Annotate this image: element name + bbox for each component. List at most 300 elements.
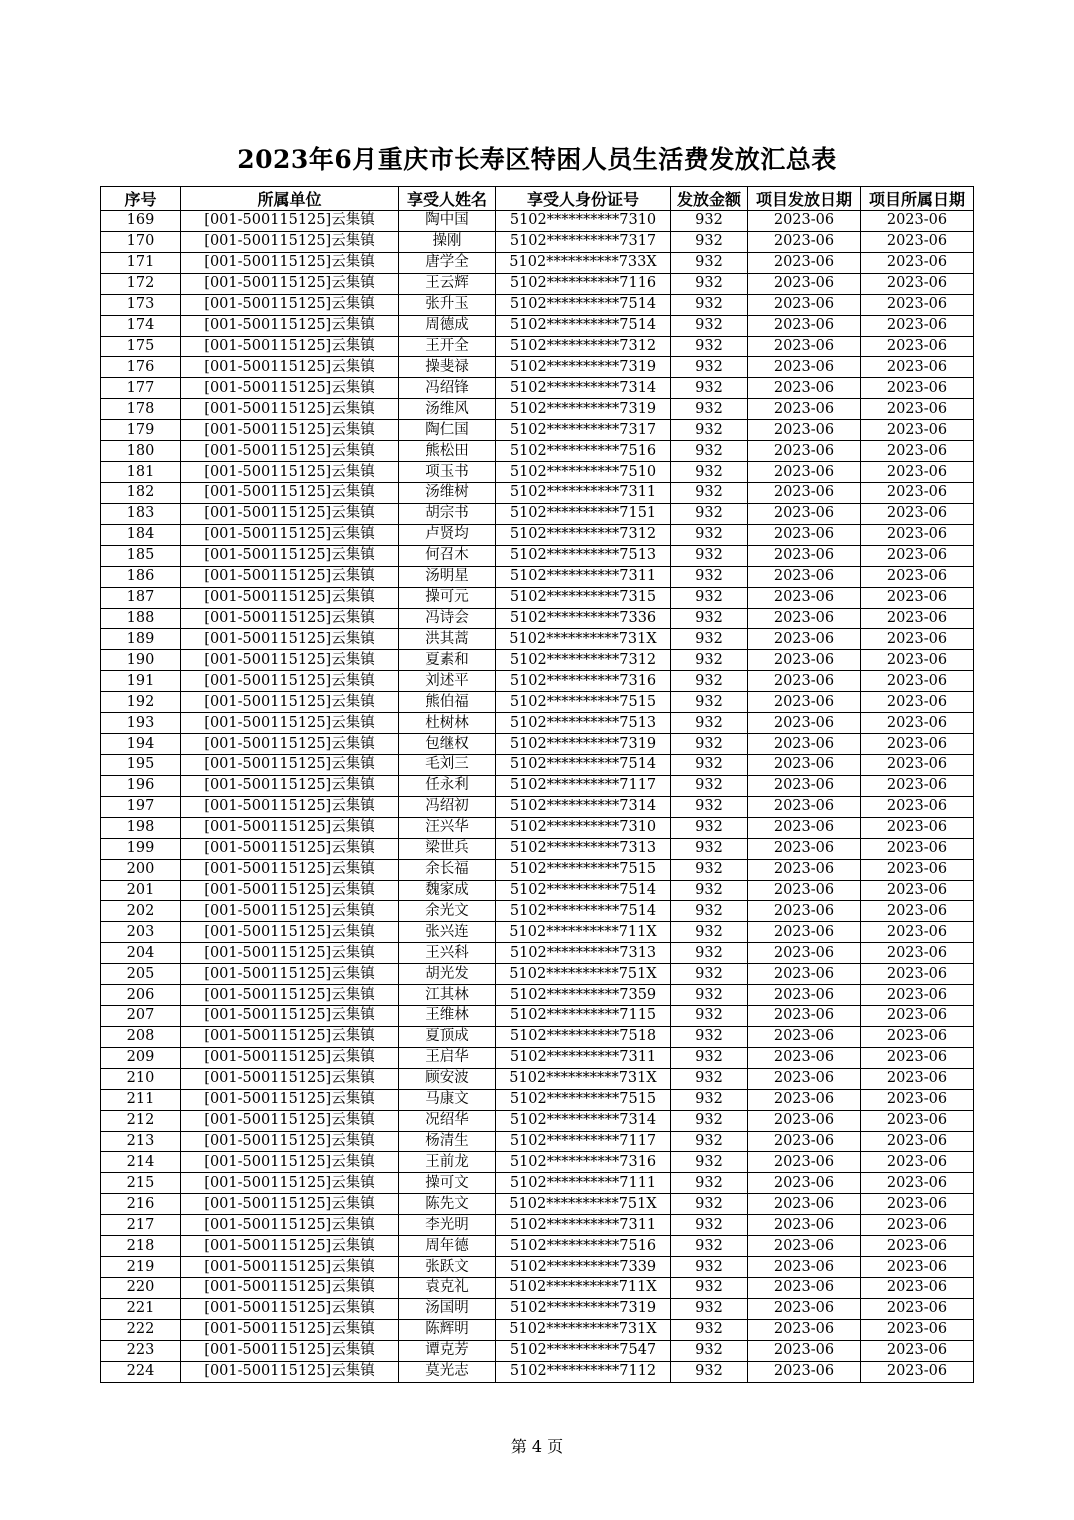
cell-serial: 198 bbox=[101, 817, 181, 838]
cell-id-number: 5102**********7313 bbox=[496, 943, 671, 964]
cell-unit: [001-500115125]云集镇 bbox=[181, 503, 399, 524]
cell-issue-date: 2023-06 bbox=[748, 315, 861, 336]
table-row bbox=[101, 503, 974, 524]
cell-name: 胡光发 bbox=[399, 964, 496, 985]
cell-unit: [001-500115125]云集镇 bbox=[181, 901, 399, 922]
cell-unit: [001-500115125]云集镇 bbox=[181, 608, 399, 629]
cell-id-number: 5102**********7310 bbox=[496, 211, 671, 232]
cell-id-number: 5102**********7515 bbox=[496, 692, 671, 713]
cell-id-number: 5102**********7115 bbox=[496, 1006, 671, 1027]
cell-amount: 932 bbox=[671, 838, 748, 859]
cell-name: 操斐禄 bbox=[399, 357, 496, 378]
cell-serial: 220 bbox=[101, 1278, 181, 1299]
cell-amount: 932 bbox=[671, 441, 748, 462]
cell-amount: 932 bbox=[671, 399, 748, 420]
cell-id-number: 5102**********7514 bbox=[496, 880, 671, 901]
cell-issue-date: 2023-06 bbox=[748, 294, 861, 315]
cell-serial: 199 bbox=[101, 838, 181, 859]
cell-unit: [001-500115125]云集镇 bbox=[181, 1026, 399, 1047]
cell-unit: [001-500115125]云集镇 bbox=[181, 880, 399, 901]
cell-unit: [001-500115125]云集镇 bbox=[181, 713, 399, 734]
cell-issue-date: 2023-06 bbox=[748, 1110, 861, 1131]
cell-serial: 197 bbox=[101, 796, 181, 817]
cell-serial: 179 bbox=[101, 420, 181, 441]
cell-name: 陶仁国 bbox=[399, 420, 496, 441]
cell-name: 王开全 bbox=[399, 336, 496, 357]
table-row bbox=[101, 1319, 974, 1340]
cell-period-date: 2023-06 bbox=[861, 336, 974, 357]
cell-issue-date: 2023-06 bbox=[748, 859, 861, 880]
cell-amount: 932 bbox=[671, 1236, 748, 1257]
cell-serial: 219 bbox=[101, 1257, 181, 1278]
cell-period-date: 2023-06 bbox=[861, 1089, 974, 1110]
table-row bbox=[101, 294, 974, 315]
cell-name: 熊松田 bbox=[399, 441, 496, 462]
table-row bbox=[101, 671, 974, 692]
cell-serial: 173 bbox=[101, 294, 181, 315]
cell-id-number: 5102**********7312 bbox=[496, 336, 671, 357]
cell-period-date: 2023-06 bbox=[861, 901, 974, 922]
header-issue-date: 项目发放日期 bbox=[748, 187, 861, 211]
cell-period-date: 2023-06 bbox=[861, 545, 974, 566]
cell-period-date: 2023-06 bbox=[861, 1319, 974, 1340]
cell-id-number: 5102**********7518 bbox=[496, 1026, 671, 1047]
cell-amount: 932 bbox=[671, 1215, 748, 1236]
table-row bbox=[101, 629, 974, 650]
cell-name: 项玉书 bbox=[399, 462, 496, 483]
cell-serial: 186 bbox=[101, 566, 181, 587]
cell-amount: 932 bbox=[671, 294, 748, 315]
cell-period-date: 2023-06 bbox=[861, 692, 974, 713]
cell-period-date: 2023-06 bbox=[861, 252, 974, 273]
cell-name: 何召木 bbox=[399, 545, 496, 566]
cell-unit: [001-500115125]云集镇 bbox=[181, 1340, 399, 1361]
cell-name: 任永利 bbox=[399, 775, 496, 796]
cell-name: 张跃文 bbox=[399, 1257, 496, 1278]
cell-serial: 209 bbox=[101, 1047, 181, 1068]
table-row bbox=[101, 713, 974, 734]
cell-amount: 932 bbox=[671, 671, 748, 692]
table-row bbox=[101, 1215, 974, 1236]
cell-amount: 932 bbox=[671, 1110, 748, 1131]
cell-id-number: 5102**********7312 bbox=[496, 650, 671, 671]
cell-period-date: 2023-06 bbox=[861, 964, 974, 985]
cell-amount: 932 bbox=[671, 1026, 748, 1047]
cell-id-number: 5102**********7117 bbox=[496, 775, 671, 796]
cell-issue-date: 2023-06 bbox=[748, 692, 861, 713]
cell-serial: 218 bbox=[101, 1236, 181, 1257]
cell-unit: [001-500115125]云集镇 bbox=[181, 1236, 399, 1257]
cell-id-number: 5102**********7311 bbox=[496, 1047, 671, 1068]
table-row bbox=[101, 587, 974, 608]
cell-period-date: 2023-06 bbox=[861, 796, 974, 817]
table-row bbox=[101, 901, 974, 922]
cell-unit: [001-500115125]云集镇 bbox=[181, 231, 399, 252]
cell-id-number: 5102**********7310 bbox=[496, 817, 671, 838]
cell-amount: 932 bbox=[671, 1047, 748, 1068]
cell-id-number: 5102**********731X bbox=[496, 629, 671, 650]
cell-amount: 932 bbox=[671, 922, 748, 943]
cell-period-date: 2023-06 bbox=[861, 943, 974, 964]
cell-serial: 172 bbox=[101, 273, 181, 294]
cell-id-number: 5102**********7317 bbox=[496, 231, 671, 252]
cell-issue-date: 2023-06 bbox=[748, 880, 861, 901]
cell-period-date: 2023-06 bbox=[861, 587, 974, 608]
cell-name: 冯绍锋 bbox=[399, 378, 496, 399]
cell-unit: [001-500115125]云集镇 bbox=[181, 1361, 399, 1382]
cell-unit: [001-500115125]云集镇 bbox=[181, 399, 399, 420]
cell-id-number: 5102**********751X bbox=[496, 1194, 671, 1215]
page-title: 2023年6月重庆市长寿区特困人员生活费发放汇总表 bbox=[237, 145, 837, 174]
cell-serial: 180 bbox=[101, 441, 181, 462]
cell-amount: 932 bbox=[671, 964, 748, 985]
cell-name: 夏顶成 bbox=[399, 1026, 496, 1047]
cell-id-number: 5102**********711X bbox=[496, 922, 671, 943]
cell-amount: 932 bbox=[671, 1152, 748, 1173]
table-row bbox=[101, 1047, 974, 1068]
cell-issue-date: 2023-06 bbox=[748, 608, 861, 629]
header-unit: 所属单位 bbox=[181, 187, 399, 211]
cell-issue-date: 2023-06 bbox=[748, 901, 861, 922]
cell-serial: 169 bbox=[101, 211, 181, 232]
cell-serial: 223 bbox=[101, 1340, 181, 1361]
cell-unit: [001-500115125]云集镇 bbox=[181, 566, 399, 587]
cell-name: 夏素和 bbox=[399, 650, 496, 671]
table-row bbox=[101, 692, 974, 713]
cell-id-number: 5102**********7311 bbox=[496, 566, 671, 587]
cell-id-number: 5102**********7112 bbox=[496, 1361, 671, 1382]
cell-issue-date: 2023-06 bbox=[748, 734, 861, 755]
cell-id-number: 5102**********7514 bbox=[496, 294, 671, 315]
cell-id-number: 5102**********7514 bbox=[496, 315, 671, 336]
cell-unit: [001-500115125]云集镇 bbox=[181, 357, 399, 378]
cell-serial: 213 bbox=[101, 1131, 181, 1152]
cell-unit: [001-500115125]云集镇 bbox=[181, 1173, 399, 1194]
cell-unit: [001-500115125]云集镇 bbox=[181, 754, 399, 775]
cell-issue-date: 2023-06 bbox=[748, 252, 861, 273]
cell-period-date: 2023-06 bbox=[861, 1194, 974, 1215]
cell-id-number: 5102**********7516 bbox=[496, 441, 671, 462]
cell-period-date: 2023-06 bbox=[861, 566, 974, 587]
page-number: 第 4 页 bbox=[510, 1437, 564, 1456]
cell-unit: [001-500115125]云集镇 bbox=[181, 671, 399, 692]
cell-id-number: 5102**********7516 bbox=[496, 1236, 671, 1257]
cell-period-date: 2023-06 bbox=[861, 1298, 974, 1319]
cell-issue-date: 2023-06 bbox=[748, 378, 861, 399]
cell-amount: 932 bbox=[671, 315, 748, 336]
cell-name: 陈辉明 bbox=[399, 1319, 496, 1340]
cell-id-number: 5102**********7315 bbox=[496, 587, 671, 608]
header-id-number: 享受人身份证号 bbox=[496, 187, 671, 211]
cell-id-number: 5102**********7359 bbox=[496, 985, 671, 1006]
table-row bbox=[101, 252, 974, 273]
cell-name: 周德成 bbox=[399, 315, 496, 336]
cell-period-date: 2023-06 bbox=[861, 1236, 974, 1257]
cell-issue-date: 2023-06 bbox=[748, 1131, 861, 1152]
cell-issue-date: 2023-06 bbox=[748, 671, 861, 692]
cell-amount: 932 bbox=[671, 462, 748, 483]
cell-period-date: 2023-06 bbox=[861, 922, 974, 943]
cell-unit: [001-500115125]云集镇 bbox=[181, 629, 399, 650]
cell-unit: [001-500115125]云集镇 bbox=[181, 378, 399, 399]
cell-unit: [001-500115125]云集镇 bbox=[181, 441, 399, 462]
cell-period-date: 2023-06 bbox=[861, 1257, 974, 1278]
cell-name: 王云辉 bbox=[399, 273, 496, 294]
cell-period-date: 2023-06 bbox=[861, 775, 974, 796]
table-row bbox=[101, 231, 974, 252]
table-row bbox=[101, 1068, 974, 1089]
cell-amount: 932 bbox=[671, 713, 748, 734]
cell-id-number: 5102**********731X bbox=[496, 1319, 671, 1340]
cell-amount: 932 bbox=[671, 796, 748, 817]
cell-issue-date: 2023-06 bbox=[748, 1361, 861, 1382]
cell-period-date: 2023-06 bbox=[861, 1026, 974, 1047]
table-row bbox=[101, 1340, 974, 1361]
cell-amount: 932 bbox=[671, 211, 748, 232]
cell-serial: 181 bbox=[101, 462, 181, 483]
cell-name: 魏家成 bbox=[399, 880, 496, 901]
table-row bbox=[101, 420, 974, 441]
cell-serial: 205 bbox=[101, 964, 181, 985]
cell-name: 杨清生 bbox=[399, 1131, 496, 1152]
cell-unit: [001-500115125]云集镇 bbox=[181, 838, 399, 859]
cell-serial: 217 bbox=[101, 1215, 181, 1236]
cell-serial: 216 bbox=[101, 1194, 181, 1215]
cell-unit: [001-500115125]云集镇 bbox=[181, 315, 399, 336]
cell-id-number: 5102**********7336 bbox=[496, 608, 671, 629]
cell-period-date: 2023-06 bbox=[861, 859, 974, 880]
cell-id-number: 5102**********7151 bbox=[496, 503, 671, 524]
cell-name: 冯绍初 bbox=[399, 796, 496, 817]
cell-name: 唐学全 bbox=[399, 252, 496, 273]
cell-amount: 932 bbox=[671, 608, 748, 629]
cell-serial: 170 bbox=[101, 231, 181, 252]
cell-name: 况绍华 bbox=[399, 1110, 496, 1131]
cell-amount: 932 bbox=[671, 524, 748, 545]
cell-serial: 188 bbox=[101, 608, 181, 629]
cell-period-date: 2023-06 bbox=[861, 1173, 974, 1194]
cell-amount: 932 bbox=[671, 378, 748, 399]
cell-period-date: 2023-06 bbox=[861, 524, 974, 545]
cell-name: 胡宗书 bbox=[399, 503, 496, 524]
cell-serial: 175 bbox=[101, 336, 181, 357]
cell-amount: 932 bbox=[671, 1361, 748, 1382]
cell-issue-date: 2023-06 bbox=[748, 775, 861, 796]
cell-unit: [001-500115125]云集镇 bbox=[181, 1089, 399, 1110]
cell-serial: 176 bbox=[101, 357, 181, 378]
cell-unit: [001-500115125]云集镇 bbox=[181, 943, 399, 964]
cell-id-number: 5102**********7319 bbox=[496, 1298, 671, 1319]
cell-serial: 190 bbox=[101, 650, 181, 671]
cell-period-date: 2023-06 bbox=[861, 1047, 974, 1068]
cell-id-number: 5102**********7339 bbox=[496, 1257, 671, 1278]
cell-issue-date: 2023-06 bbox=[748, 462, 861, 483]
cell-period-date: 2023-06 bbox=[861, 1110, 974, 1131]
cell-serial: 195 bbox=[101, 754, 181, 775]
cell-unit: [001-500115125]云集镇 bbox=[181, 1006, 399, 1027]
cell-serial: 183 bbox=[101, 503, 181, 524]
cell-name: 冯诗会 bbox=[399, 608, 496, 629]
cell-amount: 932 bbox=[671, 1089, 748, 1110]
cell-id-number: 5102**********7319 bbox=[496, 734, 671, 755]
cell-id-number: 5102**********751X bbox=[496, 964, 671, 985]
cell-period-date: 2023-06 bbox=[861, 754, 974, 775]
cell-unit: [001-500115125]云集镇 bbox=[181, 1110, 399, 1131]
cell-name: 江其林 bbox=[399, 985, 496, 1006]
table-row bbox=[101, 1152, 974, 1173]
cell-amount: 932 bbox=[671, 420, 748, 441]
cell-period-date: 2023-06 bbox=[861, 608, 974, 629]
table-row bbox=[101, 734, 974, 755]
cell-amount: 932 bbox=[671, 1257, 748, 1278]
cell-amount: 932 bbox=[671, 252, 748, 273]
cell-period-date: 2023-06 bbox=[861, 462, 974, 483]
table-row bbox=[101, 1236, 974, 1257]
cell-amount: 932 bbox=[671, 859, 748, 880]
cell-issue-date: 2023-06 bbox=[748, 713, 861, 734]
cell-issue-date: 2023-06 bbox=[748, 545, 861, 566]
cell-period-date: 2023-06 bbox=[861, 420, 974, 441]
cell-serial: 207 bbox=[101, 1006, 181, 1027]
table-row bbox=[101, 1278, 974, 1299]
cell-name: 汤维风 bbox=[399, 399, 496, 420]
cell-serial: 215 bbox=[101, 1173, 181, 1194]
table-row bbox=[101, 608, 974, 629]
cell-serial: 177 bbox=[101, 378, 181, 399]
cell-id-number: 5102**********7316 bbox=[496, 671, 671, 692]
cell-serial: 194 bbox=[101, 734, 181, 755]
cell-amount: 932 bbox=[671, 775, 748, 796]
cell-period-date: 2023-06 bbox=[861, 378, 974, 399]
table-row bbox=[101, 880, 974, 901]
cell-issue-date: 2023-06 bbox=[748, 1257, 861, 1278]
table-row bbox=[101, 1089, 974, 1110]
cell-issue-date: 2023-06 bbox=[748, 796, 861, 817]
cell-name: 汤国明 bbox=[399, 1298, 496, 1319]
cell-period-date: 2023-06 bbox=[861, 357, 974, 378]
table-row bbox=[101, 273, 974, 294]
header-period-date: 项目所属日期 bbox=[861, 187, 974, 211]
cell-serial: 191 bbox=[101, 671, 181, 692]
table-row bbox=[101, 1298, 974, 1319]
cell-id-number: 5102**********7547 bbox=[496, 1340, 671, 1361]
cell-serial: 214 bbox=[101, 1152, 181, 1173]
cell-amount: 932 bbox=[671, 1006, 748, 1027]
cell-unit: [001-500115125]云集镇 bbox=[181, 985, 399, 1006]
cell-name: 莫光志 bbox=[399, 1361, 496, 1382]
cell-period-date: 2023-06 bbox=[861, 503, 974, 524]
cell-issue-date: 2023-06 bbox=[748, 650, 861, 671]
cell-id-number: 5102**********7319 bbox=[496, 399, 671, 420]
cell-amount: 932 bbox=[671, 482, 748, 503]
cell-unit: [001-500115125]云集镇 bbox=[181, 1257, 399, 1278]
cell-unit: [001-500115125]云集镇 bbox=[181, 1068, 399, 1089]
cell-period-date: 2023-06 bbox=[861, 1152, 974, 1173]
cell-serial: 200 bbox=[101, 859, 181, 880]
cell-period-date: 2023-06 bbox=[861, 1278, 974, 1299]
cell-name: 陈先文 bbox=[399, 1194, 496, 1215]
cell-issue-date: 2023-06 bbox=[748, 964, 861, 985]
cell-serial: 182 bbox=[101, 482, 181, 503]
cell-serial: 178 bbox=[101, 399, 181, 420]
cell-id-number: 5102**********7314 bbox=[496, 378, 671, 399]
cell-serial: 203 bbox=[101, 922, 181, 943]
table-row bbox=[101, 1173, 974, 1194]
header-amount: 发放金额 bbox=[671, 187, 748, 211]
table-row bbox=[101, 1131, 974, 1152]
cell-amount: 932 bbox=[671, 880, 748, 901]
cell-unit: [001-500115125]云集镇 bbox=[181, 650, 399, 671]
cell-issue-date: 2023-06 bbox=[748, 503, 861, 524]
table-row bbox=[101, 817, 974, 838]
cell-name: 卢贤均 bbox=[399, 524, 496, 545]
cell-name: 周年德 bbox=[399, 1236, 496, 1257]
cell-issue-date: 2023-06 bbox=[748, 985, 861, 1006]
table-row bbox=[101, 985, 974, 1006]
cell-amount: 932 bbox=[671, 587, 748, 608]
header-serial: 序号 bbox=[101, 187, 181, 211]
cell-serial: 210 bbox=[101, 1068, 181, 1089]
cell-amount: 932 bbox=[671, 503, 748, 524]
table-row bbox=[101, 441, 974, 462]
cell-issue-date: 2023-06 bbox=[748, 441, 861, 462]
cell-serial: 184 bbox=[101, 524, 181, 545]
cell-period-date: 2023-06 bbox=[861, 1131, 974, 1152]
cell-period-date: 2023-06 bbox=[861, 315, 974, 336]
table-row bbox=[101, 964, 974, 985]
cell-period-date: 2023-06 bbox=[861, 273, 974, 294]
cell-unit: [001-500115125]云集镇 bbox=[181, 775, 399, 796]
cell-amount: 932 bbox=[671, 357, 748, 378]
table-row bbox=[101, 482, 974, 503]
table-row bbox=[101, 838, 974, 859]
cell-unit: [001-500115125]云集镇 bbox=[181, 545, 399, 566]
cell-serial: 196 bbox=[101, 775, 181, 796]
cell-issue-date: 2023-06 bbox=[748, 211, 861, 232]
cell-unit: [001-500115125]云集镇 bbox=[181, 294, 399, 315]
cell-unit: [001-500115125]云集镇 bbox=[181, 964, 399, 985]
table-row bbox=[101, 1110, 974, 1131]
cell-unit: [001-500115125]云集镇 bbox=[181, 252, 399, 273]
cell-issue-date: 2023-06 bbox=[748, 1068, 861, 1089]
cell-id-number: 5102**********7515 bbox=[496, 859, 671, 880]
cell-name: 李光明 bbox=[399, 1215, 496, 1236]
cell-serial: 201 bbox=[101, 880, 181, 901]
table-row bbox=[101, 336, 974, 357]
cell-period-date: 2023-06 bbox=[861, 482, 974, 503]
cell-amount: 932 bbox=[671, 1173, 748, 1194]
cell-period-date: 2023-06 bbox=[861, 713, 974, 734]
table-row bbox=[101, 1006, 974, 1027]
cell-id-number: 5102**********7316 bbox=[496, 1152, 671, 1173]
cell-amount: 932 bbox=[671, 1194, 748, 1215]
cell-unit: [001-500115125]云集镇 bbox=[181, 211, 399, 232]
cell-name: 张升玉 bbox=[399, 294, 496, 315]
cell-unit: [001-500115125]云集镇 bbox=[181, 482, 399, 503]
cell-name: 汤维树 bbox=[399, 482, 496, 503]
cell-id-number: 5102**********7311 bbox=[496, 1215, 671, 1236]
cell-id-number: 5102**********7314 bbox=[496, 1110, 671, 1131]
cell-unit: [001-500115125]云集镇 bbox=[181, 420, 399, 441]
cell-id-number: 5102**********711X bbox=[496, 1278, 671, 1299]
cell-name: 梁世兵 bbox=[399, 838, 496, 859]
table-row bbox=[101, 462, 974, 483]
cell-id-number: 5102**********7117 bbox=[496, 1131, 671, 1152]
table-row bbox=[101, 211, 974, 232]
table-row bbox=[101, 859, 974, 880]
cell-unit: [001-500115125]云集镇 bbox=[181, 1194, 399, 1215]
cell-issue-date: 2023-06 bbox=[748, 1319, 861, 1340]
